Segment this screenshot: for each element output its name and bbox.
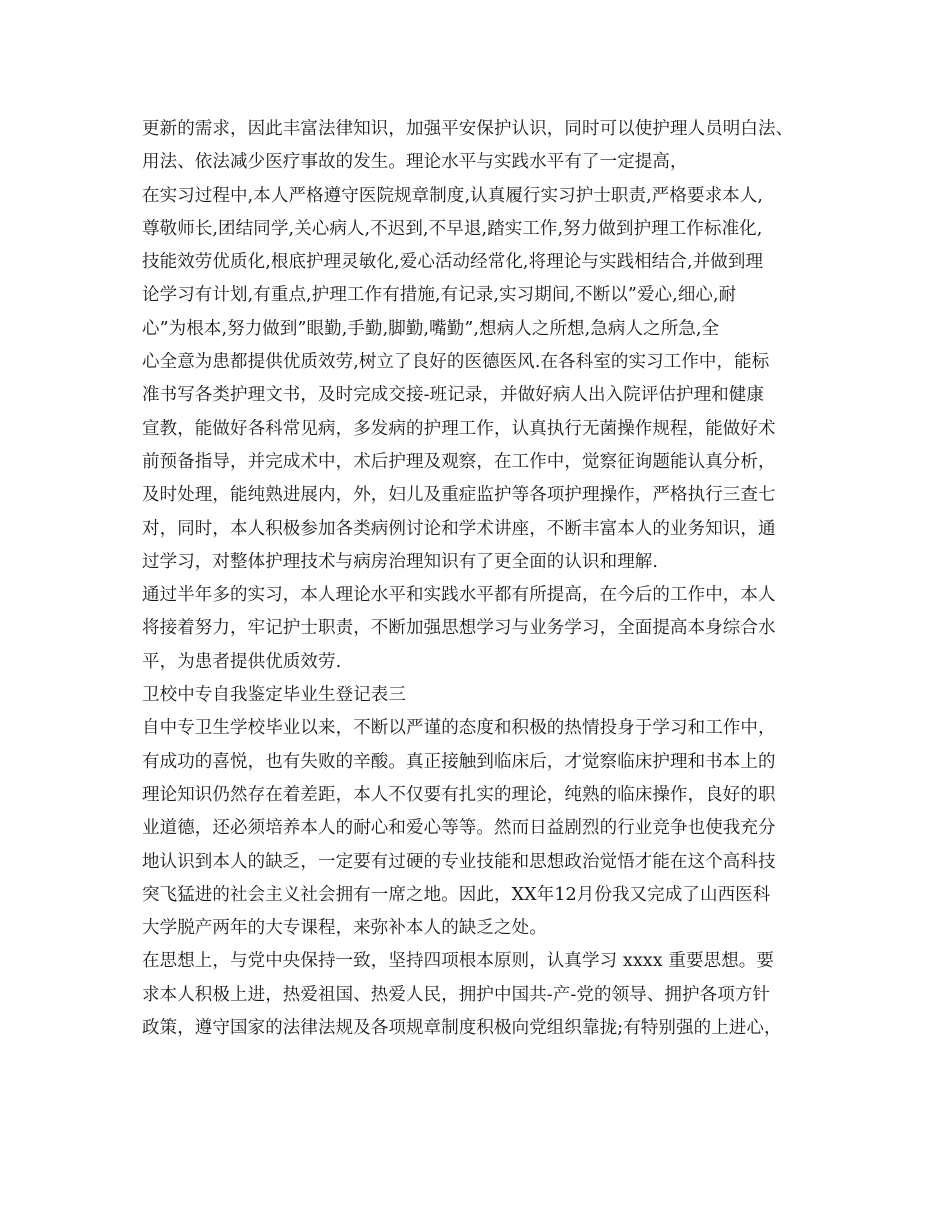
text-line: 准书写各类护理文书，及时完成交接-班记录，并做好病人出入院评估护理和健康 — [142, 385, 765, 406]
section-heading: 卫校中专自我鉴定毕业生登记表三 — [142, 685, 406, 706]
text-line: 有成功的喜悦，也有失败的辛酸。真正接触到临床后，才觉察临床护理和书本上的 — [142, 751, 776, 772]
text-line: 技能效劳优质化,根底护理灵敏化,爱心活动经常化,将理论与实践相结合,并做到理 — [142, 252, 764, 273]
text-line: 平，为患者提供优质效劳. — [142, 651, 342, 672]
text-line: 心”为根本,努力做到”眼勤,手勤,脚勤,嘴勤”,想病人之所想,急病人之所急,全 — [142, 318, 720, 339]
text-line: 理论知识仍然存在着差距，本人不仅要有扎实的理论，纯熟的临床操作，良好的职 — [142, 784, 776, 805]
text-line: 尊敬师长,团结同学,关心病人,不迟到,不早退,踏实工作,努力做到护理工作标准化, — [142, 218, 763, 239]
text-line: 大学脱产两年的大专课程，来弥补本人的缺乏之处。 — [142, 918, 547, 939]
text-line: 将接着努力，牢记护士职责，不断加强思想学习与业务学习，全面提高本身综合水 — [142, 618, 776, 639]
text-line: 过学习，对整体护理技术与病房治理知识有了更全面的认识和理解. — [142, 551, 659, 572]
text-line: 宣教，能做好各科常见病，多发病的护理工作，认真执行无菌操作规程，能做好术 — [142, 418, 776, 439]
text-line: 业道德，还必须培养本人的耐心和爱心等等。然而日益剧烈的行业竞争也使我充分 — [142, 818, 776, 839]
text-line: 政策，遵守国家的法律法规及各项规章制度积极向党组织靠拢;有特别强的上进心， — [142, 1018, 782, 1039]
text-line: 对，同时，本人积极参加各类病例讨论和学术讲座，不断丰富本人的业务知识，通 — [142, 518, 776, 539]
text-line: 突飞猛进的社会主义社会拥有一席之地。因此，XX年12月份我又完成了山西医科 — [142, 884, 771, 905]
text-line: 求本人积极上进，热爱祖国、热爱人民，拥护中国共-产-党的领导、拥护各项方针 — [142, 984, 771, 1005]
text-line: 用法、依法减少医疗事故的发生。理论水平与实践水平有了一定提高， — [142, 152, 688, 173]
text-line: 前预备指导，并完成术中，术后护理及观察，在工作中，觉察征询题能认真分析， — [142, 451, 776, 472]
text-line: 在实习过程中,本人严格遵守医院规章制度,认真履行实习护士职责,严格要求本人, — [142, 185, 764, 206]
text-line: 通过半年多的实习，本人理论水平和实践水平都有所提高，在今后的工作中，本人 — [142, 585, 776, 606]
text-line: 自中专卫生学校毕业以来，不断以严谨的态度和积极的热情投身于学习和工作中， — [142, 718, 776, 739]
text-line: 更新的需求，因此丰富法律知识，加强平安保护认识，同时可以使护理人员明白法、 — [142, 119, 794, 139]
text-line: 论学习有计划,有重点,护理工作有措施,有记录,实习期间,不断以”爱心,细心,耐 — [142, 285, 737, 306]
text-line: 心全意为患都提供优质效劳,树立了良好的医德医风.在各科室的实习工作中，能标 — [142, 352, 770, 373]
document-body — [142, 113, 942, 1045]
text-line: 在思想上，与党中央保持一致，坚持四项根本原则，认真学习 xxxx 重要思想。要 — [142, 951, 775, 972]
text-line: 及时处理，能纯熟进展内，外，妇儿及重症监护等各项护理操作，严格执行三查七 — [142, 485, 776, 506]
text-line: 地认识到本人的缺乏，一定要有过硬的专业技能和思想政治觉悟才能在这个高科技 — [142, 851, 776, 872]
